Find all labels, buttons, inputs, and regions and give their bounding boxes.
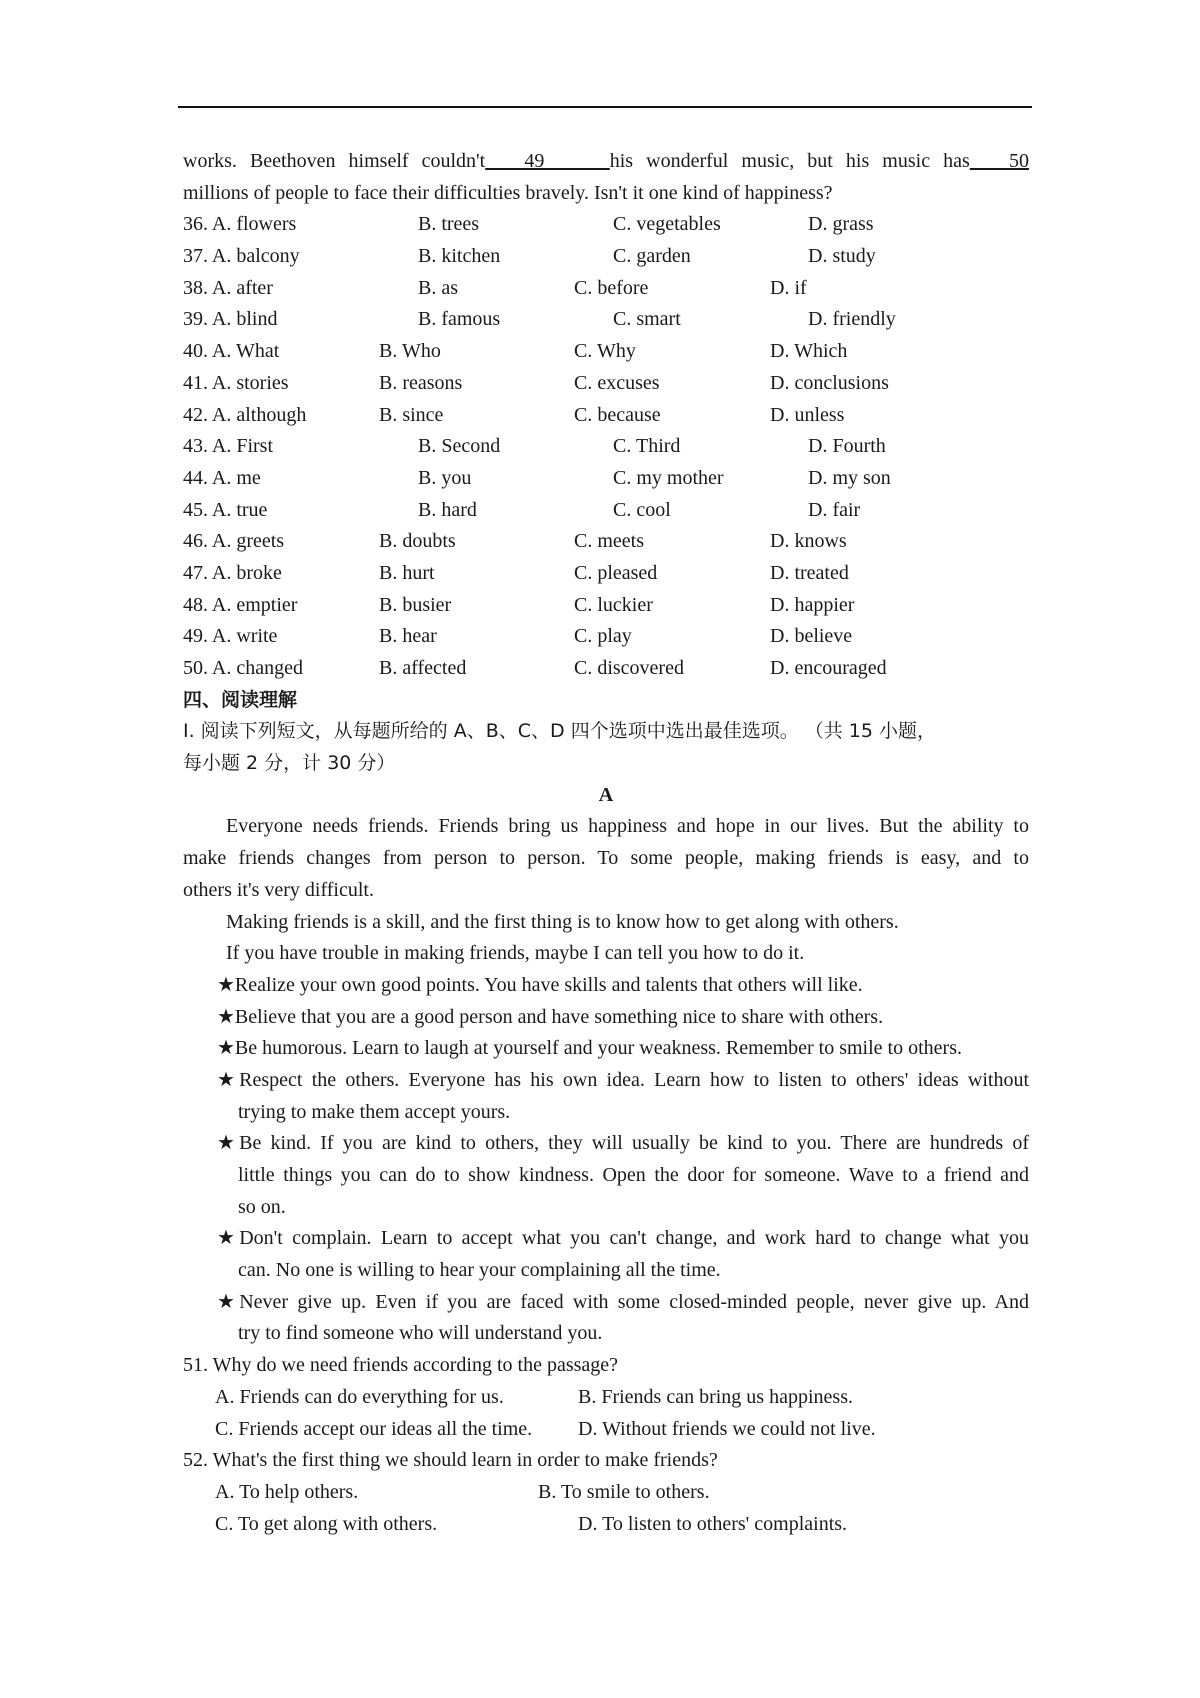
option-c: C. garden <box>613 245 691 268</box>
option-b: B. hear <box>379 625 437 648</box>
tip-item: ★Respect the others. Everyone has his own idea. Learn how to listen to others' ideas without <box>217 1068 1029 1091</box>
option-b: B. reasons <box>379 371 463 394</box>
cloze-option-row <box>183 463 1029 495</box>
option-d: D. treated <box>770 561 849 584</box>
option-d: D. Which <box>770 340 848 363</box>
answer-option-a[interactable]: A. Friends can do everything for us. <box>215 1385 504 1408</box>
option-c: C. meets <box>574 530 644 553</box>
passage-tail-line-2: millions of people to face their difficulties bravely. Isn't it one kind of happiness? <box>183 181 833 204</box>
option-b: B. hard <box>418 498 477 521</box>
question-number-option-a: 44. A. me <box>183 466 261 489</box>
option-c: C. before <box>574 276 649 299</box>
cloze-option-row <box>183 368 1029 400</box>
option-c: C. my mother <box>613 466 724 489</box>
passage-label: A <box>598 783 614 806</box>
answer-option-c[interactable]: C. To get along with others. <box>215 1512 438 1535</box>
option-d: D. fair <box>808 498 861 521</box>
question-number-option-a: 47. A. broke <box>183 561 282 584</box>
blank-49: 49 <box>485 150 610 172</box>
tip-item-continued: little things you can do to show kindness. Open the door for someone. Wave to a friend and <box>238 1164 1029 1186</box>
question-number-option-a: 42. A. although <box>183 403 307 426</box>
tip-item: ★Realize your own good points. You have skills and talents that others will like. <box>217 973 863 996</box>
option-d: D. encouraged <box>770 657 887 679</box>
cloze-option-row <box>183 653 1029 685</box>
cloze-option-row <box>183 241 1029 273</box>
tip-item: ★Be humorous. Learn to laugh at yourself and your weakness. Remember to smile to others. <box>217 1037 962 1060</box>
instruction-line-2: 每小题 2 分，计 30 分） <box>183 752 396 775</box>
cloze-option-row <box>183 495 1029 527</box>
option-d: D. unless <box>770 403 845 426</box>
option-b: B. since <box>379 403 444 426</box>
option-b: B. as <box>418 276 458 299</box>
paragraph-2: Making friends is a skill, and the first thing is to know how to get along with others. <box>226 910 899 933</box>
question-stem: 52. What's the first thing we should learn in order to make friends? <box>183 1449 718 1472</box>
question-number-option-a: 40. A. What <box>183 340 280 363</box>
option-d: D. study <box>808 245 876 268</box>
answer-option-row <box>183 1414 1029 1446</box>
question-number-option-a: 46. A. greets <box>183 530 285 553</box>
option-c: C. Third <box>613 435 681 458</box>
answer-option-c[interactable]: C. Friends accept our ideas all the time. <box>215 1417 533 1440</box>
tip-item-continued: can. No one is willing to hear your complaining all the time. <box>238 1259 721 1282</box>
answer-option-b[interactable]: B. Friends can bring us happiness. <box>578 1385 853 1408</box>
option-d: D. knows <box>770 530 847 553</box>
option-c: C. Why <box>574 340 636 363</box>
answer-option-b[interactable]: B. To smile to others. <box>538 1480 710 1503</box>
option-c: C. play <box>574 625 632 648</box>
answer-option-row <box>183 1509 1029 1541</box>
tip-item: ★Believe that you are a good person and have something nice to share with others. <box>217 1005 884 1028</box>
cloze-option-row <box>183 304 1029 336</box>
cloze-option-row <box>183 400 1029 432</box>
answer-option-row <box>183 1477 1029 1509</box>
question-number-option-a: 37. A. balcony <box>183 245 300 268</box>
question-number-option-a: 41. A. stories <box>183 371 289 394</box>
section-heading: 四、阅读理解 <box>183 688 298 711</box>
cloze-option-row <box>183 209 1029 241</box>
option-b: B. hurt <box>379 561 435 584</box>
option-b: B. busier <box>379 593 452 616</box>
passage-tail-line-1 <box>183 146 1029 178</box>
question-stem: 51. Why do we need friends according to the passage? <box>183 1354 619 1377</box>
option-b: B. trees <box>418 213 480 236</box>
question-number-option-a: 36. A. flowers <box>183 213 297 236</box>
tip-item-continued: try to find someone who will understand you. <box>238 1322 603 1345</box>
cloze-option-row <box>183 590 1029 622</box>
option-c: C. cool <box>613 498 671 521</box>
option-b: B. affected <box>379 657 467 679</box>
question-number-option-a: 43. A. First <box>183 435 274 458</box>
option-d: D. my son <box>808 466 891 489</box>
tip-item-continued: trying to make them accept yours. <box>238 1100 511 1123</box>
question-number-option-a: 48. A. emptier <box>183 593 298 616</box>
cloze-option-row <box>183 558 1029 590</box>
tip-item: ★Never give up. Even if you are faced with some closed-minded people, never give up. And <box>217 1290 1029 1313</box>
paragraph-1-line: Everyone needs friends. Friends bring us happiness and hope in our lives. But the ability to <box>226 815 1029 838</box>
cloze-option-row <box>183 336 1029 368</box>
answer-option-a[interactable]: A. To help others. <box>215 1480 359 1503</box>
cloze-option-row <box>183 431 1029 463</box>
question-number-option-a: 38. A. after <box>183 276 273 299</box>
tips-list <box>183 970 1029 1350</box>
answer-option-d[interactable]: D. Without friends we could not live. <box>578 1417 876 1440</box>
cloze-options <box>183 209 1029 684</box>
option-d: D. believe <box>770 625 853 648</box>
cloze-option-row <box>183 526 1029 558</box>
cloze-option-row <box>183 621 1029 653</box>
tip-item-continued: so on. <box>238 1195 286 1218</box>
paragraph-3: If you have trouble in making friends, maybe I can tell you how to do it. <box>226 942 805 965</box>
tip-item: ★Be kind. If you are kind to others, they will usually be kind to you. There are hundreds of <box>217 1132 1029 1155</box>
paragraph-1-line: make friends changes from person to person. To some people, making friends is easy, and to <box>183 847 1029 870</box>
option-c: C. vegetables <box>613 213 721 236</box>
exam-page <box>183 146 1029 1540</box>
blank-50: 50 <box>969 150 1030 172</box>
tip-item: ★Don't complain. Learn to accept what you can't change, and work hard to change what you <box>217 1227 1029 1250</box>
option-b: B. kitchen <box>418 245 501 268</box>
questions-list <box>183 1350 1029 1540</box>
instruction-line-1: I. 阅读下列短文，从每题所给的 A、B、C、D 四个选项中选出最佳选项。 （共 15 小题， <box>183 720 936 743</box>
option-d: D. if <box>770 276 807 299</box>
option-b: B. you <box>418 466 472 489</box>
option-b: B. Who <box>379 340 441 363</box>
question-number-option-a: 45. A. true <box>183 498 268 521</box>
option-b: B. famous <box>418 308 501 331</box>
option-d: D. grass <box>808 213 874 236</box>
passage-text: works. Beethoven himself couldn't <box>183 150 486 172</box>
question-number-option-a: 39. A. blind <box>183 308 278 331</box>
question-number-option-a: 49. A. write <box>183 625 278 648</box>
option-c: C. pleased <box>574 561 658 584</box>
option-b: B. doubts <box>379 530 456 553</box>
question-number-option-a: 50. A. changed <box>183 657 303 679</box>
option-b: B. Second <box>418 435 501 458</box>
option-c: C. because <box>574 403 661 426</box>
option-c: C. smart <box>613 308 681 331</box>
answer-option-d[interactable]: D. To listen to others' complaints. <box>578 1512 848 1535</box>
option-d: D. Fourth <box>808 435 886 458</box>
option-c: C. excuses <box>574 371 660 394</box>
option-c: C. luckier <box>574 593 653 616</box>
option-d: D. conclusions <box>770 371 889 394</box>
option-c: C. discovered <box>574 657 684 679</box>
cloze-option-row <box>183 273 1029 305</box>
paragraph-1-line: others it's very difficult. <box>183 878 374 901</box>
header-rule <box>178 106 1032 108</box>
option-d: D. friendly <box>808 308 896 331</box>
option-d: D. happier <box>770 593 855 616</box>
answer-option-row <box>183 1382 1029 1414</box>
passage-text: his wonderful music, but his music has <box>609 150 970 172</box>
